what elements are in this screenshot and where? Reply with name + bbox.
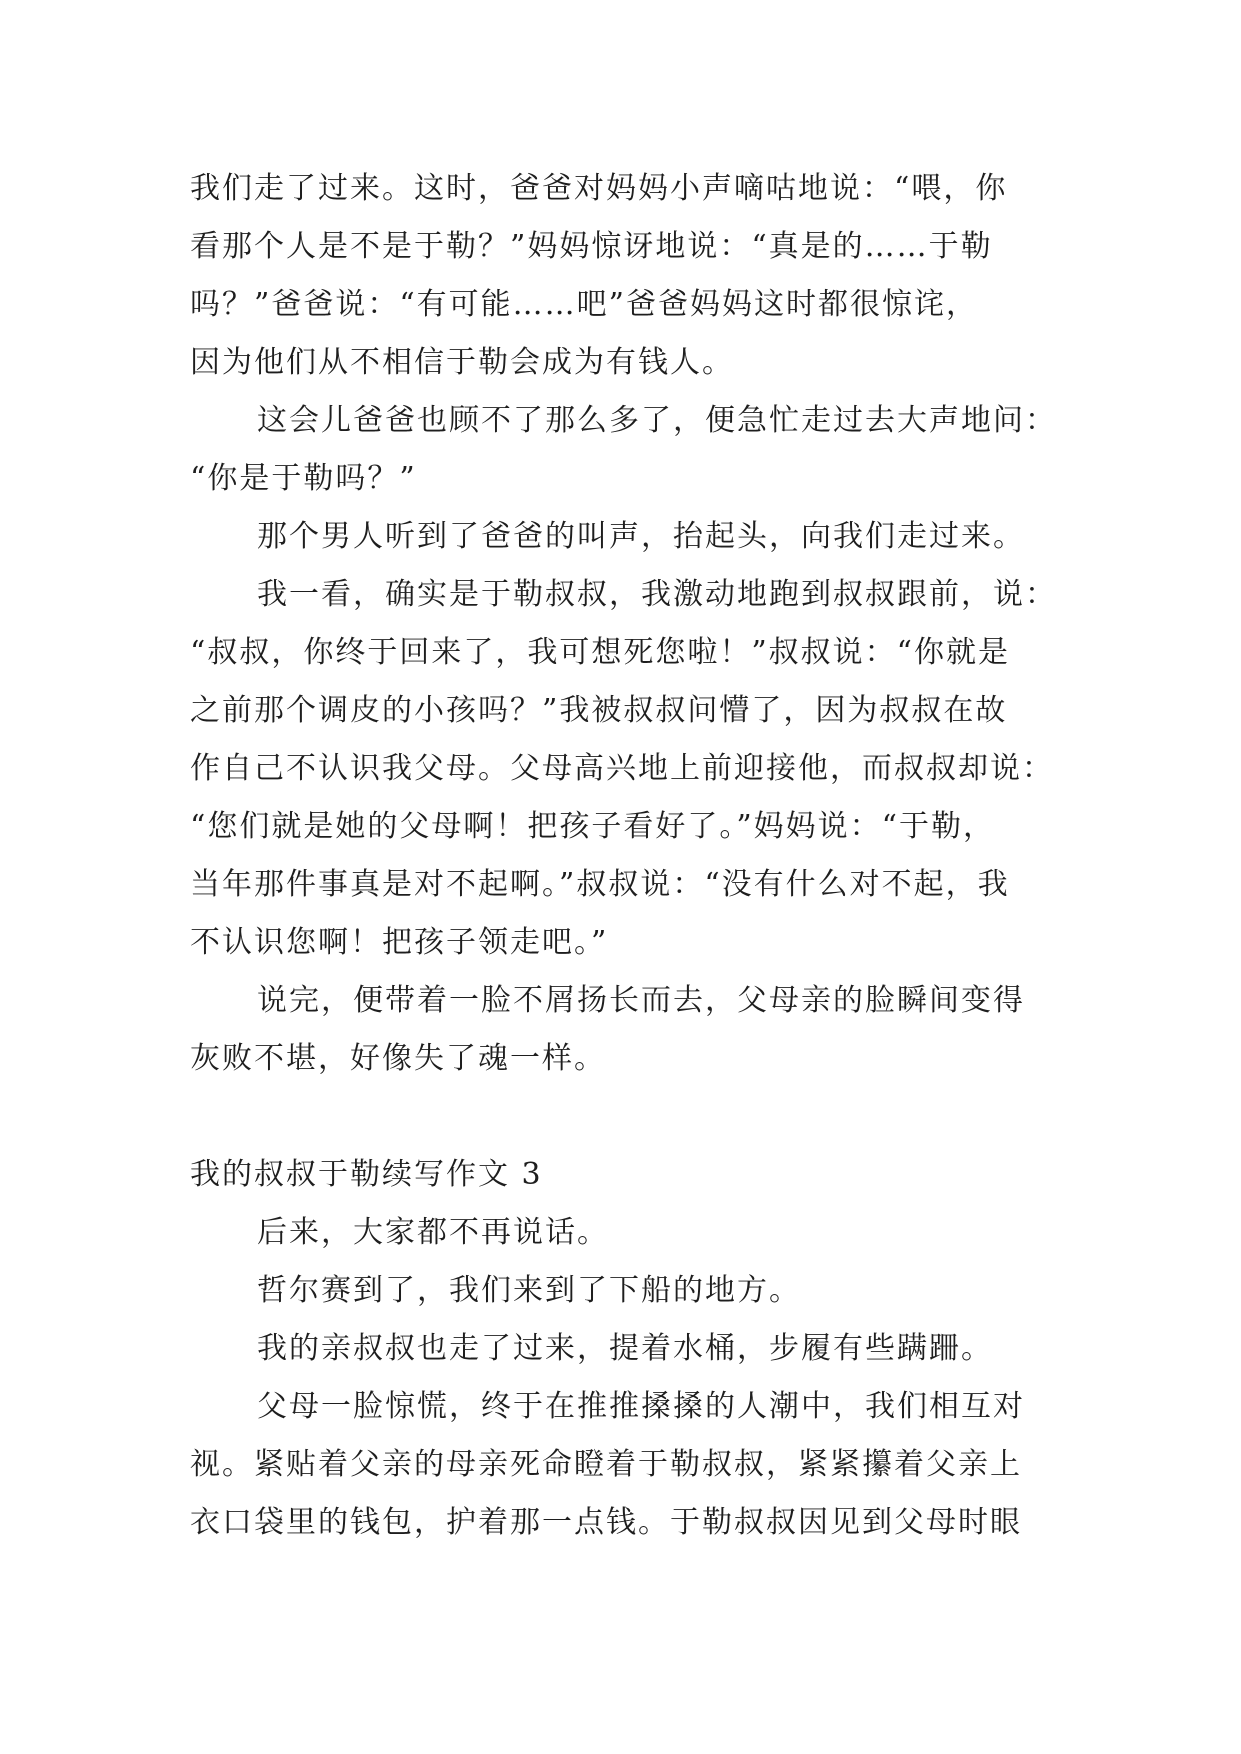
text-line: 我们走了过来。这时，爸爸对妈妈小声嘀咕地说：“喂，你 [190,171,1008,206]
text-line: “你是于勒吗？” [190,461,417,496]
text-line: 之前那个调皮的小孩吗？”我被叔叔问懵了，因为叔叔在故 [190,693,1008,728]
document-body [190,160,1060,1552]
text-line: 吗？”爸爸说：“有可能……吧”爸爸妈妈这时都很惊诧， [190,287,979,322]
text-line: 后来，大家都不再说话。 [257,1215,609,1250]
text-line: 我一看，确实是于勒叔叔，我激动地跑到叔叔跟前，说： [257,577,1057,612]
text-line: 不认识您啊！把孩子领走吧。” [190,925,609,960]
text-line: “您们就是她的父母啊！把孩子看好了。”妈妈说：“于勒， [190,809,996,844]
text-line: 作自己不认识我父母。父母高兴地上前迎接他，而叔叔却说： [190,751,1054,786]
text-line: 那个男人听到了爸爸的叫声，抬起头，向我们走过来。 [257,519,1025,554]
text-line: 看那个人是不是于勒？”妈妈惊讶地说：“真是的……于勒 [190,229,993,264]
paragraph [190,1378,1060,1552]
text-line: 这会儿爸爸也顾不了那么多了，便急忙走过去大声地问： [257,403,1057,438]
paragraph [190,1320,1060,1378]
section-heading: 我的叔叔于勒续写作文 3 [190,1157,543,1192]
text-line: 我的亲叔叔也走了过来，提着水桶，步履有些蹒跚。 [257,1331,993,1366]
text-line: 哲尔赛到了，我们来到了下船的地方。 [257,1273,801,1308]
paragraph [190,1262,1060,1320]
text-line: “叔叔，你终于回来了，我可想死您啦！”叔叔说：“你就是 [190,635,1011,670]
section-gap [190,1088,1060,1146]
paragraph [190,160,1060,392]
text-line: 因为他们从不相信于勒会成为有钱人。 [190,345,734,380]
paragraph [190,566,1060,972]
text-line: 灰败不堪，好像失了魂一样。 [190,1041,606,1076]
text-line: 当年那件事真是对不起啊。”叔叔说：“没有什么对不起，我 [190,867,1010,902]
text-line: 说完，便带着一脸不屑扬长而去，父母亲的脸瞬间变得 [257,983,1025,1018]
text-line: 衣口袋里的钱包，护着那一点钱。于勒叔叔因见到父母时眼 [190,1505,1022,1540]
paragraph [190,392,1060,508]
paragraph [190,972,1060,1088]
paragraph [190,508,1060,566]
paragraph [190,1204,1060,1262]
text-line: 父母一脸惊慌，终于在推推搡搡的人潮中，我们相互对 [257,1389,1025,1424]
text-line: 视。紧贴着父亲的母亲死命瞪着于勒叔叔，紧紧攥着父亲上 [190,1447,1022,1482]
